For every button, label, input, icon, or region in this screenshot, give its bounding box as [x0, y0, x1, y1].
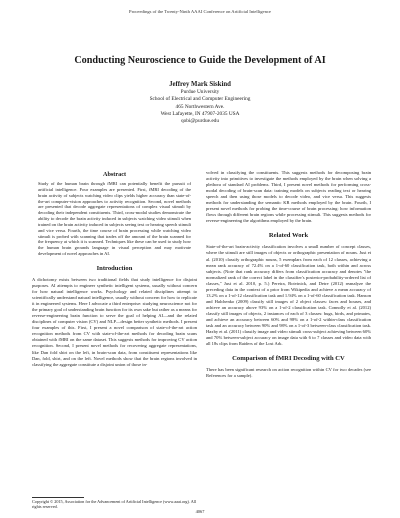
left-column — [32, 170, 197, 368]
introduction-heading: Introduction — [96, 264, 133, 272]
copyright-divider — [32, 497, 84, 498]
introduction-paragraph: A dichotomy exists between two traditional fields that study intelligence for disjoint purposes. AI attempts to engineer synthetic intelligent systems, usually without concern for how natural intelligence works. Psychology and related disciplines attempt to scientifically understand natural intelligence, usually without concern for how to replicate it in engineered systems. Here I advocate a third enterprise: studying neuroscience not for the primary goal of understanding brain function for its own sake but rather as a means for reverse-engineering brain function to serve the goal of helping AI—and the related disciplines of computer vision (CV) and NLP—design better synthetic methods. I present four examples of this. First, I present a novel comparison of state-of-the-art action recognition methods from CV with state-of-the-art methods for decoding brain scans obtained with fMRI on the same dataset. This suggests methods for improving CV action recognition. Second, I present novel methods for recovering aggregate representations, like Dan fold shirt on the left, in brain-scan data, from constituent representations like Dan, fold, shirt, and on the left. Novel methods show that the brain regions involved in classifying the aggregate constitute a disjoint union of those in- — [32, 276, 197, 367]
author-name: Jeffrey Mark Siskind — [169, 81, 231, 88]
abstract-text: Study of the human brain through fMRI can potentially benefit the pursuit of artificial intelligence. Four examples are presented. First, fMRI decoding of the brain activity of subjects watching video clips yields higher accuracy than state-of-the-art computer-vision approaches to activity recognition. Second, novel methods are presented that decode aggregate representations of complex visual stimuli by decoding their independent constituents. Third, cross-modal studies demonstrate the ability to decode the brain activity induced in subjects watching video stimuli when trained on the brain activity induced in subjects seeing text or hearing speech stimuli and vice versa. Fourth, the time course of brain processing while watching video stimuli is probed with scanning that trades off the amount of the brain scanned for the frequency at which it is scanned. Techniques like these can be used to study how the human brain grounds language in visual perception and may motivate development of novel approaches in AI. — [38, 181, 191, 257]
comparison-heading: Comparison of fMRI Decoding with CV — [232, 355, 345, 363]
comparison-text: There has been significant research on action recognition within CV for two decades (see References for a sample). — [206, 367, 371, 379]
page-number: 4067 — [195, 509, 205, 514]
proceedings-header: Proceedings of the Twenty-Ninth AAAI Conference on Artificial Intelligence — [129, 9, 271, 14]
affiliation-city: West Lafayette, IN 47907-2035 USA — [160, 110, 240, 117]
affiliation-street: 465 Northwestern Ave. — [175, 103, 225, 110]
affiliation-university: Purdue University — [180, 89, 220, 95]
related-work-text: State-of-the-art brain-activity classification involves a small number of concept classes, where the stimuli are still images of objects or orthographic presentation of nouns. Just et al. (2010) classify orthographic nouns, 5 exemplars from each of 12 classes, achieving a mean rank accuracy of 72.4% on a 1-of-60 classification task, both within and across subjects. (Note that rank accuracy differs from classification accuracy and denotes "the normalized rank of the correct label in the classifier's posterior-probability-ordered list of classes," Just et al. 2010, p. 5.) Pereira, Botvinick, and Detre (2012) reanalyze the preceding data in the context of a prior from Wikipedia and achieve a mean accuracy of 13.2% on a 1-of-12 classification task and 1.94% on a 1-of-60 classification task. Hanson and Halchenko (2009) classify still images of 2 object classes: faces and houses, and achieve an accuracy above 93% on a 1-of-2 classification task. Connolly et al. (2012) classify still images of objects, 2 instances of each of 3 classes: bugs, birds, and primates, and achieve an accuracy between 60% and 98% on a 1-of-2 within-class classification task and an accuracy between 90% and 98% on a 1-of-3 between-class classification task. Haxby et al. (2011) classify image and video stimuli cross-subject achieving between 60% and 70% between-subject accuracy on image data with 6 to 7 classes and video data with all 18s clips from Raiders of the Lost Ark. — [206, 244, 371, 347]
author-email: qobi@purdue.edu — [181, 118, 219, 125]
author-block — [0, 80, 400, 125]
paper-title: Conducting Neuroscience to Guide the Development of AI — [74, 55, 326, 66]
related-work-heading: Related Work — [268, 232, 309, 240]
right-column — [206, 170, 371, 379]
copyright-notice: Copyright © 2015, Association for the Advancement of Artificial Intelligence (www.aaai.org). All rights reserved. — [32, 499, 197, 510]
introduction-continuation: volved in classifying the constituents. This suggests methods for decomposing brain activity into primitives to investigate the methods employed by the brain when solving a plethora of standard AI problems. Third, I present novel methods for performing cross-modal decoding of brain-scan data: training models on subjects reading text or hearing speech and then using those models to decode video, and vice versa. This suggests methods for understanding the semantic KR methods employed by the brain. Fourth, I present novel methods for probing the time-course of brain processing: how information flows through different brain regions while processing stimuli. This suggests methods for reverse-engineering the algorithms employed by the brain. — [206, 170, 371, 224]
affiliation-school: School of Electrical and Computer Engineering — [149, 96, 251, 103]
abstract-heading: Abstract — [102, 171, 127, 178]
